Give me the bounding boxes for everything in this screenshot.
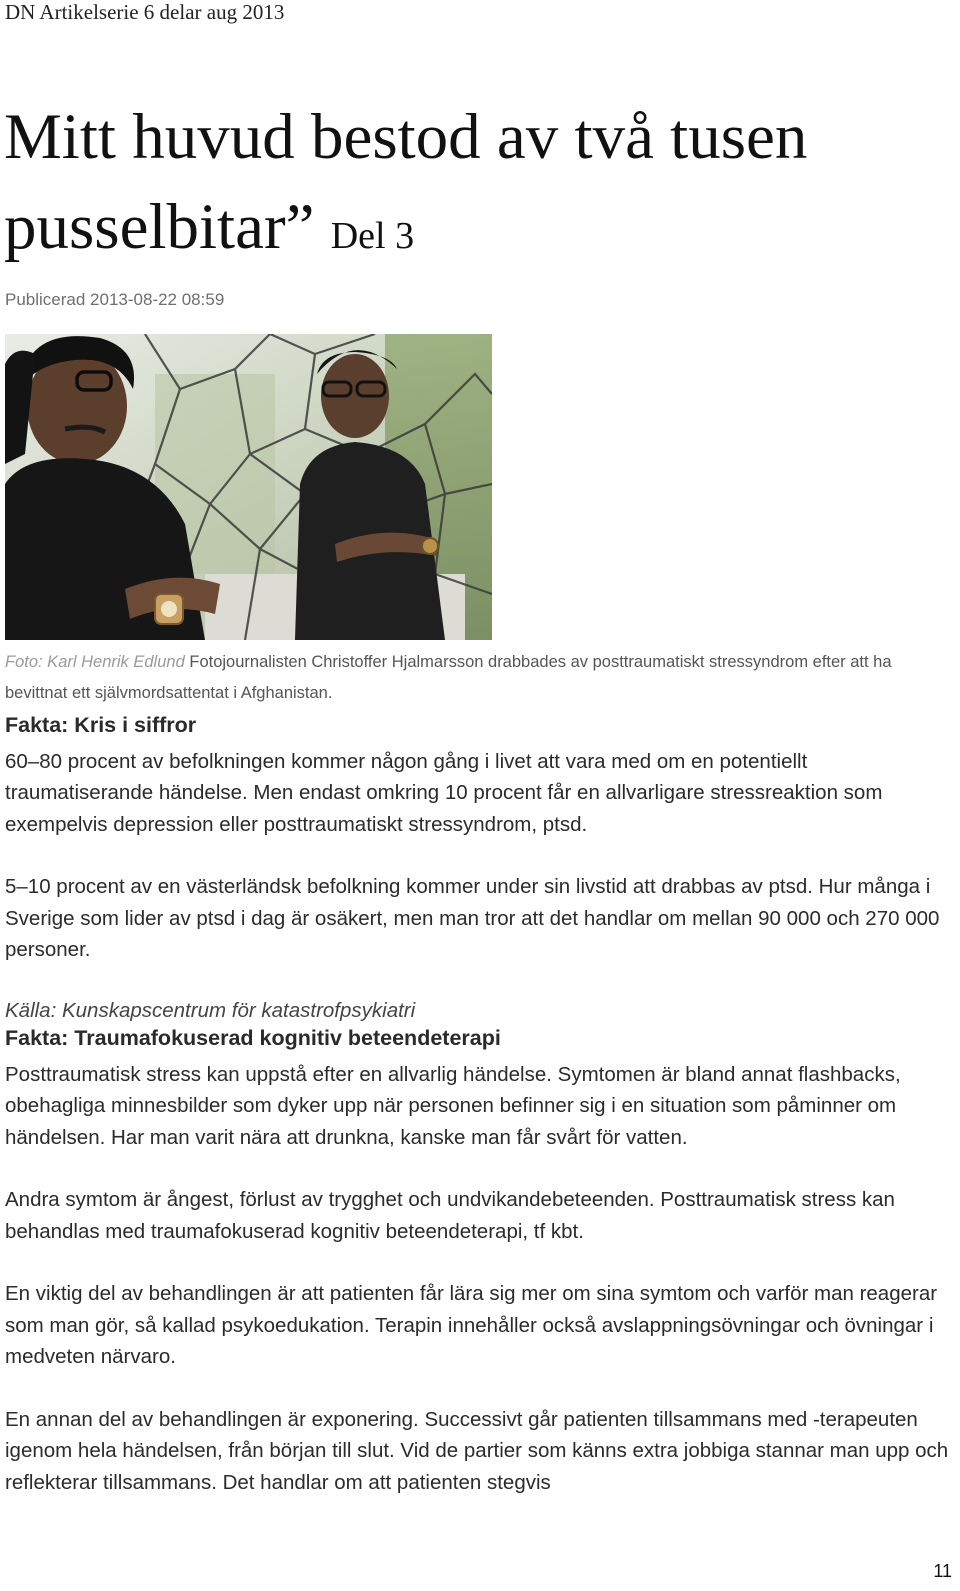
fact-box-therapy <box>5 1023 953 1498</box>
article-photo <box>5 334 492 640</box>
series-header: DN Artikelserie 6 delar aug 2013 <box>5 0 285 24</box>
article-title-text: Mitt huvud bestod av två tusen pusselbitar” <box>4 101 808 263</box>
fact-paragraph: Posttraumatisk stress kan uppstå efter en allvarlig händelse. Symtomen är bland annat flashbacks, obehagliga minnesbilder som dyker upp när personen befinner sig i en situation som påminner om händelsen. Har man varit nära att drunkna, kanske man får svårt för vatten. <box>5 1062 901 1149</box>
fact-source: Källa: Kunskapscentrum för katastrofpsykiatri <box>5 998 416 1022</box>
fact-box-crisis <box>5 710 953 1025</box>
article-title <box>4 92 934 281</box>
fact-paragraph: 5–10 procent av en västerländsk befolkning kommer under sin livstid att drabbas av ptsd. Hur många i Sverige som lider av ptsd i dag är osäkert, men man tror att det handlar om mellan 90 000 och 270 000 personer. <box>5 875 940 961</box>
fact-paragraph: 60–80 procent av befolkningen kommer någon gång i livet att vara med om en potentiellt traumatiserande händelse. Men endast omkring 10 procent får en allvarligare stressreaktion som exempelvis depression eller posttraumatiskt stressyndrom, ptsd. <box>5 749 883 836</box>
fact-heading: Fakta: Kris i siffror <box>5 713 197 737</box>
publish-date: Publicerad 2013-08-22 08:59 <box>5 290 225 309</box>
article-part: Del 3 <box>330 215 415 257</box>
photo-credit: Foto: Karl Henrik Edlund <box>5 653 185 671</box>
photo-caption-text: Fotojournalisten Christoffer Hjalmarsson drabbades av posttraumatiskt stressyndrom efter att ha bevittnat ett självmordsattentat i Afghanistan. <box>5 653 892 702</box>
fact-paragraph: Andra symtom är ångest, förlust av trygghet och undvikandebeteenden. Posttraumatisk stress kan behandlas med traumafokuserad kognitiv beteendeterapi, tf kbt. <box>5 1188 895 1243</box>
fact-paragraph: En viktig del av behandlingen är att patienten får lära sig mer om sina symtom och varför man reagerar som man gör, så kallad psykoedukation. Terapin innehåller också avslappningsövningar och övningar i medveten närvaro. <box>5 1282 938 1368</box>
fact-heading: Fakta: Traumafokuserad kognitiv beteendeterapi <box>5 1026 501 1050</box>
photo-caption <box>5 647 950 709</box>
fact-paragraph: En annan del av behandlingen är exponering. Successivt går patienten tillsammans med -terapeuten igenom hela händelsen, från början till slut. Vid de partier som känns extra jobbiga stannar man upp och reflekterar tillsammans. Det handlar om att patienten stegvis <box>5 1407 949 1494</box>
page-number: 11 <box>933 1561 952 1581</box>
